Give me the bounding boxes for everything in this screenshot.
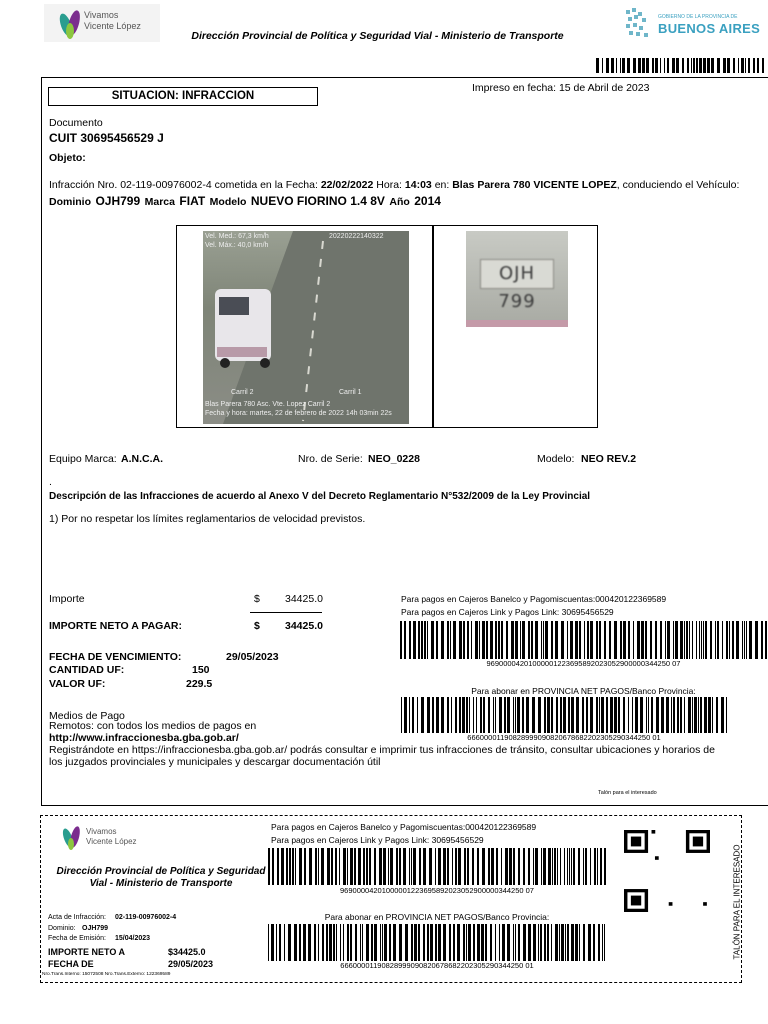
- payment-barcode-1: [400, 621, 767, 659]
- plate-photo: [466, 231, 568, 327]
- logo-line2: Vicente López: [84, 21, 141, 31]
- anio-value: 2014: [414, 194, 441, 208]
- description-title: Descripción de las Infracciones de acuerdo al Anexo V del Decreto Reglamentario N°532/2009 de la Ley Provincial: [49, 491, 591, 502]
- speed-max: Vel. Máx.: 40,0 km/h: [205, 242, 269, 249]
- stub-dominio-label: Dominio:: [48, 925, 76, 932]
- photo-datetime: Fecha y hora: martes, 22 de febrero de 2022 14h 03min 22s: [205, 410, 392, 417]
- stub-fecha-label: FECHA DE: [48, 959, 94, 969]
- stub-side-label: [730, 838, 744, 966]
- qr-code-icon: [624, 830, 710, 912]
- importe-label: Importe: [49, 593, 85, 605]
- vicente-lopez-logo: [44, 4, 160, 42]
- stub-barcode-2: [268, 924, 606, 961]
- stub-provincia-info: Para abonar en PROVINCIA NET PAGOS/Banco Provincia:: [324, 912, 550, 922]
- evidence-photos: [176, 225, 598, 428]
- medios-title: Medios de Pago: [49, 710, 125, 722]
- lane-1-label: Carril 1: [339, 389, 362, 396]
- stub-link-info: Para pagos en Cajeros Link y Pagos Link: 30695456529: [271, 835, 484, 845]
- ba-small-text: GOBIERNO DE LA PROVINCIA DE: [658, 14, 738, 20]
- importe-currency: $: [254, 593, 260, 605]
- document-label: Documento: [49, 117, 103, 129]
- payment-barcode-2: [401, 697, 727, 733]
- status-box: SITUACION: INFRACCION: [48, 87, 318, 106]
- modelo-eq-label: Modelo:: [537, 453, 575, 465]
- leaf-logo-icon: [56, 5, 86, 41]
- banelco-info: Para pagos en Cajeros Banelco y Pagomiscuentas:000420122369589: [401, 594, 667, 604]
- infracciones-link[interactable]: http://www.infraccionesba.gba.gob.ar/: [49, 732, 239, 744]
- marca-label: Marca: [144, 196, 175, 208]
- ba-big-text: BUENOS AIRES: [658, 21, 761, 36]
- side-text: TALÓN PARA EL INTERESADO: [732, 844, 742, 960]
- buenos-aires-logo: [624, 6, 768, 42]
- emision-label: Fecha de Emisión:: [48, 935, 106, 942]
- stub-barcode-1-number: 96900004201000001223695892023052900000344250 07: [340, 886, 534, 895]
- document-value: CUIT 30695456529 J: [49, 131, 164, 145]
- hora-label: Hora:: [376, 179, 402, 191]
- infraction-tail: , conduciendo el Vehículo:: [616, 179, 740, 191]
- stub-fecha-value: 29/05/2023: [168, 959, 214, 969]
- dominio-value: OJH799: [95, 194, 141, 208]
- plate-strip: [466, 320, 568, 327]
- header-title: Dirección Provincial de Política y Seguridad Vial - Ministerio de Transporte: [191, 30, 564, 42]
- lane-2-label: Carril 2: [231, 389, 254, 396]
- stub-neto-value: $34425.0: [168, 947, 206, 957]
- stub-dominio-value: OJH799: [82, 925, 109, 932]
- provincia-info: Para abonar en PROVINCIA NET PAGOS/Banco Provincia:: [471, 686, 696, 696]
- transaction-ids: Nro.Trans.Interno: 15072508 Nro.Trans.Externo: 122369589: [42, 972, 171, 977]
- stub-banelco-info: Para pagos en Cajeros Banelco y Pagomiscuentas:000420122369589: [271, 822, 537, 832]
- barcode-1-number: 96900004201000001223695892023052900000344250 07: [486, 659, 681, 668]
- emision-value: 15/04/2023: [115, 935, 151, 942]
- modelo-value: NUEVO FIORINO 1.4 8V: [250, 194, 385, 208]
- stub-logo-line2: Vicente López: [86, 837, 137, 846]
- stub-barcode-2-number: 66600001190828999090820678682202305290344250 01: [340, 961, 534, 970]
- infraction-place: Blas Parera 780 VICENTE LOPEZ: [452, 179, 617, 191]
- stub-neto-label: IMPORTE NETO A: [48, 947, 126, 957]
- printed-date: Impreso en fecha: 15 de Abril de 2023: [472, 82, 650, 94]
- marca-value: FIAT: [179, 194, 206, 208]
- neto-currency: $: [254, 620, 260, 632]
- cantidad-uf-label: CANTIDAD UF:: [49, 664, 125, 676]
- valor-uf-value: 229.5: [186, 678, 213, 690]
- objeto-label: Objeto:: [49, 152, 86, 164]
- photo-divider: [432, 226, 434, 427]
- vencimiento-value: 29/05/2023: [226, 651, 279, 663]
- stub-title: Dirección Provincial de Política y Seguridad Vial - Ministerio de Transporte: [56, 866, 266, 889]
- logo-line1: Vivamos: [84, 10, 119, 20]
- acta-value: 02-119-00976002-4: [115, 914, 177, 921]
- serie-label: Nro. de Serie:: [298, 453, 363, 465]
- amount-divider: [250, 612, 322, 613]
- vencimiento-label: FECHA DE VENCIMIENTO:: [49, 651, 182, 663]
- equipo-marca-value: A.N.C.A.: [121, 453, 163, 465]
- neto-value: 34425.0: [285, 620, 323, 632]
- medios-remotos: Remotos: con todos los medios de pagos en: [49, 720, 257, 732]
- photo-code: 20220222140322: [329, 233, 384, 240]
- barcode-2-number: 66600001190828999090820678682202305290344250 01: [467, 733, 661, 742]
- modelo-eq-value: NEO REV.2: [581, 453, 637, 465]
- medios-info: Registrándote en https://infraccionesba.gba.gob.ar/ podrás consultar e imprimir tus infracciones de tránsito, consultar ubicaciones y horarios de los juzgados provinciales y municipales y descargar documentación útil: [49, 744, 715, 768]
- valor-uf-label: VALOR UF:: [49, 678, 106, 690]
- serie-value: NEO_0228: [368, 453, 420, 465]
- importe-value: 34425.0: [285, 593, 323, 605]
- description-item: 1) Por no respetar los límites reglamentarios de velocidad previstos.: [49, 513, 366, 525]
- infraction-line1: [49, 179, 749, 191]
- infraction-time: 14:03: [404, 179, 432, 191]
- en-label: en:: [434, 179, 450, 191]
- top-barcode: [596, 58, 764, 73]
- infraction-lead: Infracción Nro. 02-119-00976002-4 cometida en la Fecha:: [49, 179, 318, 191]
- photo-location: Blas Parera 780 Asc. Vte. Lopez Carril 2: [205, 401, 331, 408]
- dominio-label: Dominio: [49, 196, 91, 208]
- talon-small-label: Talón para el interesado: [598, 790, 657, 796]
- stub-leaf-logo-icon: [60, 822, 84, 852]
- camera-photo: [203, 231, 409, 424]
- equipo-marca-label: Equipo Marca:: [49, 453, 117, 465]
- acta-label: Acta de Infracción:: [48, 914, 106, 921]
- stub-logo: [60, 820, 152, 854]
- infraction-date: 22/02/2022: [320, 179, 374, 191]
- dot: .: [49, 476, 52, 488]
- stub-barcode-1: [268, 848, 606, 885]
- ba-emblem-icon: [624, 6, 656, 42]
- speed-measured: Vel. Med.: 67,3 km/h: [205, 233, 269, 240]
- anio-label: Año: [389, 196, 410, 208]
- link-info: Para pagos en Cajeros Link y Pagos Link: 30695456529: [401, 607, 614, 617]
- infraction-line2: [49, 192, 441, 210]
- stub-logo-line1: Vivamos: [86, 827, 117, 836]
- cantidad-uf-value: 150: [192, 664, 210, 676]
- neto-label: IMPORTE NETO A PAGAR:: [49, 620, 183, 632]
- modelo-label: Modelo: [209, 196, 247, 208]
- plate-text: OJH 799: [480, 259, 554, 289]
